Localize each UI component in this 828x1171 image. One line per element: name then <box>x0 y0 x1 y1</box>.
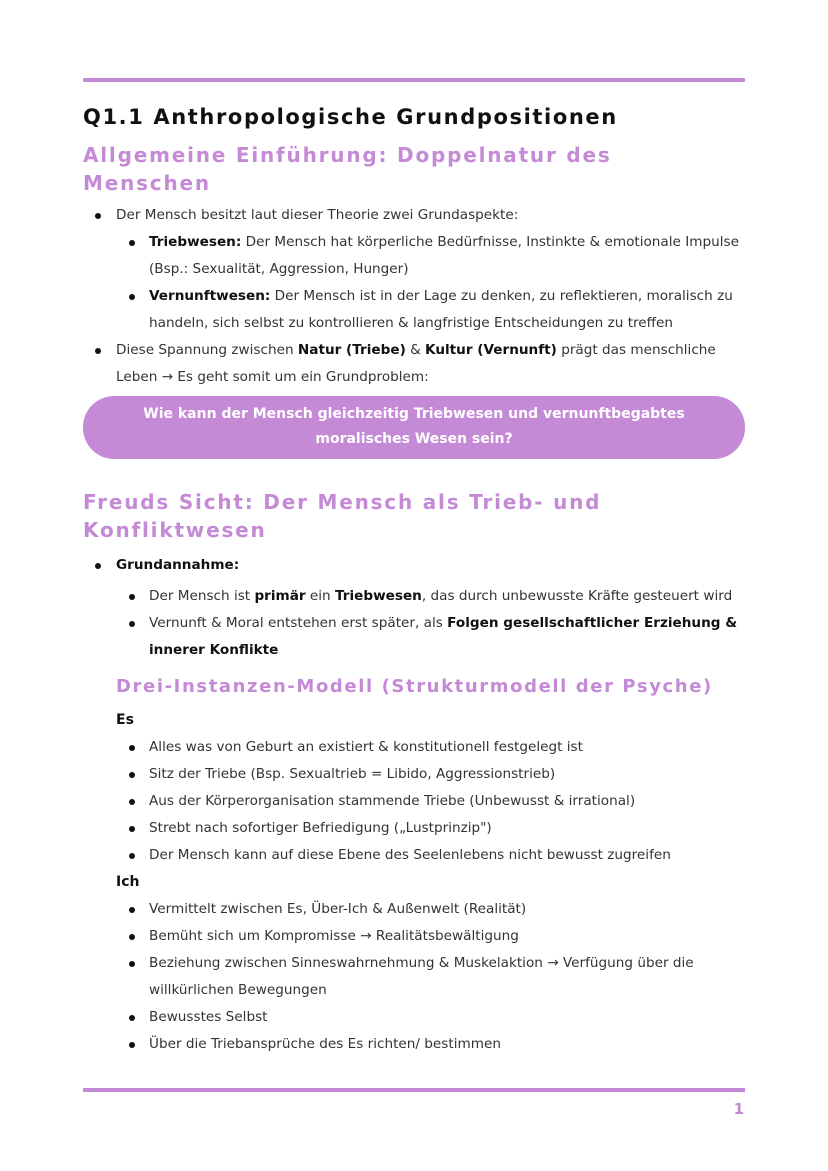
list-item: Strebt nach sofortiger Befriedigung („Lustprinzip") <box>83 815 745 842</box>
ich-label: Ich <box>116 874 140 890</box>
section-heading-introduction: Allgemeine Einführung: Doppelnatur des Menschen <box>83 143 612 195</box>
list-item: Aus der Körperorganisation stammende Triebe (Unbewusst & irrational) <box>83 788 745 815</box>
subsection-heading-model: Drei-Instanzen-Modell (Strukturmodell der Psyche) <box>116 676 713 697</box>
list-item: Vernunft & Moral entstehen erst später, als Folgen gesellschaftlicher Erziehung & innerer Konflikte <box>83 610 745 664</box>
list-item: Über die Triebansprüche des Es richten/ bestimmen <box>83 1031 745 1058</box>
key-question-callout: Wie kann der Mensch gleichzeitig Triebwesen und vernunftbegabtes moralisches Wesen sein? <box>83 396 745 459</box>
list-item: Alles was von Geburt an existiert & konstitutionell festgelegt ist <box>83 734 745 761</box>
aspects-list <box>83 229 745 337</box>
list-item: Bewusstes Selbst <box>83 1004 745 1031</box>
page-content <box>83 100 745 1058</box>
list-item: Diese Spannung zwischen Natur (Triebe) & Kultur (Vernunft) prägt das menschliche Leben → Es geht somit um ein Grundproblem: <box>83 337 745 391</box>
list-item: Der Mensch kann auf diese Ebene des Seelenlebens nicht bewusst zugreifen <box>83 842 745 869</box>
assumption-list <box>83 552 745 579</box>
list-item: Der Mensch besitzt laut dieser Theorie zwei Grundaspekte: <box>83 202 745 229</box>
list-item: Der Mensch ist primär ein Triebwesen, das durch unbewusste Kräfte gesteuert wird <box>83 583 745 610</box>
section-heading-freud: Freuds Sicht: Der Mensch als Trieb- und Konfliktwesen <box>83 490 602 542</box>
list-item: Vermittelt zwischen Es, Über-Ich & Außenwelt (Realität) <box>83 896 745 923</box>
top-divider <box>83 78 745 82</box>
ich-list <box>83 896 745 1058</box>
es-list <box>83 734 745 869</box>
assumption-details-list <box>83 583 745 664</box>
list-item: Grundannahme: <box>83 552 745 579</box>
bottom-divider <box>83 1088 745 1092</box>
tension-list <box>83 337 745 391</box>
list-item: Beziehung zwischen Sinneswahrnehmung & Muskelaktion → Verfügung über die willkürlichen Bewegungen <box>83 950 745 1004</box>
list-item: Sitz der Triebe (Bsp. Sexualtrieb = Libido, Aggressionstrieb) <box>83 761 745 788</box>
list-item: Vernunftwesen: Der Mensch ist in der Lage zu denken, zu reflektieren, moralisch zu handeln, sich selbst zu kontrollieren & langfristige Entscheidungen zu treffen <box>83 283 745 337</box>
page-title: Q1.1 Anthropologische Grundpositionen <box>83 105 618 129</box>
list-item: Bemüht sich um Kompromisse → Realitätsbewältigung <box>83 923 745 950</box>
es-label: Es <box>116 712 134 728</box>
introduction-list <box>83 202 745 229</box>
page-number: 1 <box>733 1100 744 1118</box>
list-item: Triebwesen: Der Mensch hat körperliche Bedürfnisse, Instinkte & emotionale Impulse (Bsp.: Sexualität, Aggression, Hunger) <box>83 229 745 283</box>
